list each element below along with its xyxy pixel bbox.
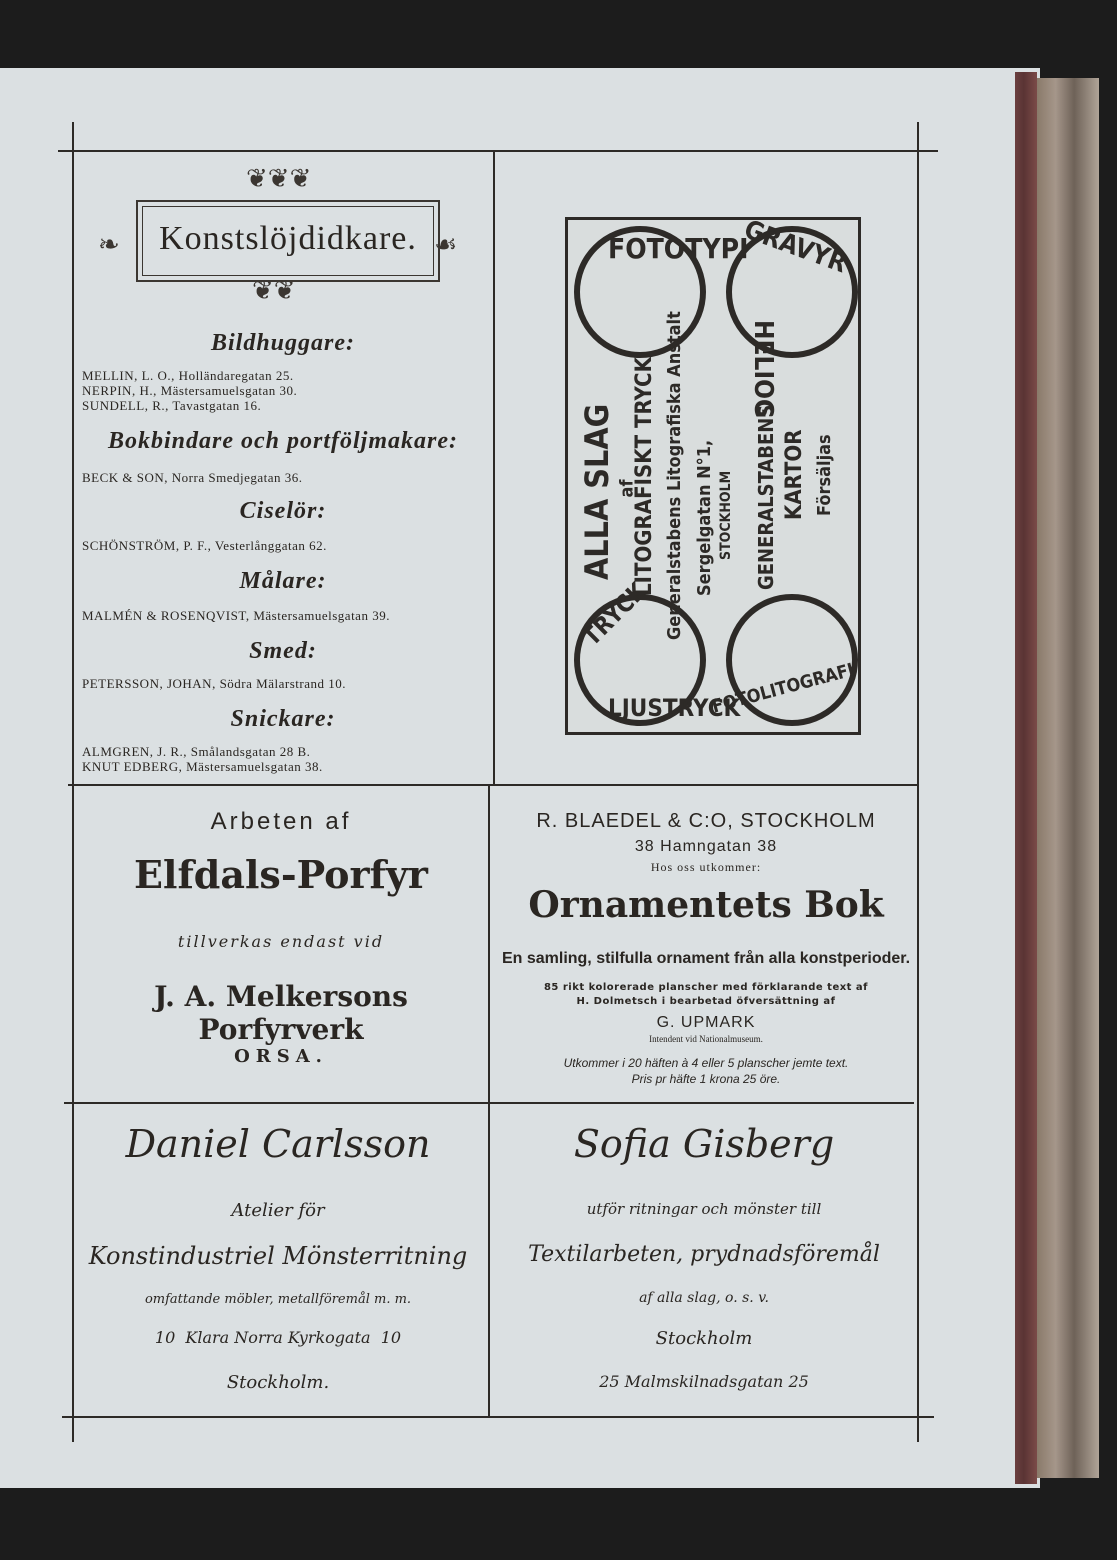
book-spine — [1015, 72, 1037, 1484]
entry: MALMÉN & ROSENQVIST, Mästersamuelsgatan 39. — [82, 608, 390, 623]
ad-line: Stockholm. — [226, 1372, 330, 1393]
ad-line: Atelier för — [231, 1200, 325, 1221]
grid-line — [68, 784, 918, 786]
pre-title: Hos oss utkommer: — [650, 860, 762, 874]
category-heading: Ciselör: — [239, 498, 327, 524]
crown-ornament: ❦❦❦ — [246, 164, 312, 193]
publisher-header: R. BLAEDEL & C:O, STOCKHOLM — [536, 810, 876, 832]
category-heading: Snickare: — [230, 706, 336, 732]
title-frame — [136, 200, 440, 282]
publisher-address: 38 Hamngatan 38 — [634, 838, 778, 855]
category-heading: Smed: — [249, 638, 317, 664]
book-title: Ornamentets Bok — [528, 884, 884, 926]
book-subtitle: En samling, stilfulla ornament från alla konstperioder. — [501, 950, 911, 967]
poster-text: HELIOG — [748, 320, 778, 419]
advertiser-name: Daniel Carlsson — [125, 1122, 431, 1166]
grid-line — [493, 150, 495, 784]
section-title: Konstslöjdidkare. — [159, 220, 417, 257]
poster-text: TRYCK — [577, 576, 652, 652]
grid-line — [58, 150, 938, 152]
poster-text: KARTOR — [782, 429, 807, 520]
category-heading: Målare: — [239, 568, 327, 594]
poster-text: FOTOTYPI — [608, 232, 749, 265]
poster-text: STOCKHOLM — [718, 470, 734, 560]
book-description: 85 rikt kolorerade planscher med förklarande text af — [543, 982, 869, 993]
entry: SCHÖNSTRÖM, P. F., Vesterlånggatan 62. — [82, 538, 327, 553]
poster-text: LJUSTRYCK — [608, 694, 741, 722]
grid-line — [62, 1416, 934, 1418]
publication-note: Utkommer i 20 häften à 4 eller 5 planscher jemte text. — [563, 1056, 849, 1070]
ad-line: Konstindustriel Mönsterritning — [88, 1242, 468, 1270]
poster-text: Försäljas — [814, 434, 835, 516]
entry: KNUT EDBERG, Mästersamuelsgatan 38. — [82, 759, 323, 774]
editor-note: Intendent vid Nationalmuseum. — [649, 1034, 763, 1044]
right-ornament: ☙ — [434, 230, 458, 259]
category-heading: Bokbindare och portföljmakare: — [107, 428, 458, 454]
entry: SUNDELL, R., Tavastgatan 16. — [82, 398, 262, 413]
category-heading: Bildhuggare: — [210, 330, 356, 356]
entry: NERPIN, H., Mästersamuelsgatan 30. — [82, 383, 298, 398]
gisberg-advert — [492, 1108, 916, 1414]
editor-name: G. UPMARK — [656, 1014, 756, 1031]
poster-text: GRAVYR — [740, 214, 851, 280]
advertiser-name: Sofia Gisberg — [573, 1122, 835, 1166]
grid-line — [64, 1102, 914, 1104]
entry: BECK & SON, Norra Smedjegatan 36. — [82, 470, 303, 485]
ad-line: Stockholm — [655, 1328, 753, 1349]
ad-line: af alla slag, o. s. v. — [639, 1290, 769, 1306]
ad-line: 10 Klara Norra Kyrkogata 10 — [154, 1328, 402, 1347]
ad-line: omfattande möbler, metallföremål m. m. — [144, 1292, 412, 1307]
left-ornament: ❧ — [98, 230, 120, 259]
carlsson-advert — [70, 1108, 486, 1414]
poster-text: GENERALSTABENS — [754, 404, 778, 590]
poster-text: af — [616, 479, 638, 498]
ad-line: utför ritningar och mönster till — [586, 1200, 822, 1218]
product-title: Elfdals-Porfyr — [134, 852, 428, 897]
konstslojd-panel — [76, 160, 490, 780]
elfdals-porfyr-advert — [76, 790, 486, 1100]
bottom-ornament: ❦❦ — [252, 276, 296, 305]
intro-text: Arbeten af — [210, 808, 352, 835]
ad-line: Textilarbeten, prydnadsföremål — [528, 1242, 880, 1267]
poster-text: Sergelgatan N°1, — [694, 439, 715, 596]
page-edges — [1037, 78, 1099, 1478]
blaedel-advert — [496, 790, 916, 1100]
poster-text: ALLA SLAG — [578, 403, 616, 580]
book-description: H. Dolmetsch i bearbetad öfversättning af — [576, 996, 836, 1007]
location: ORSA. — [234, 1046, 328, 1067]
poster-text: Generalstabens Litografiska Anstalt — [664, 311, 685, 640]
price-note: Pris pr häfte 1 krona 25 öre. — [631, 1072, 781, 1086]
ad-line: 25 Malmskilnadsgatan 25 — [599, 1372, 809, 1391]
tagline: tillverkas endast vid — [177, 932, 385, 951]
maker-name: J. A. Melkersons Porfyrverk — [154, 980, 408, 1046]
grid-line — [917, 122, 919, 1442]
entry: PETERSSON, JOHAN, Södra Mälarstrand 10. — [82, 676, 346, 691]
entry: ALMGREN, J. R., Smålandsgatan 28 B. — [82, 744, 311, 759]
litografiska-anstalt-advert — [565, 214, 861, 735]
poster-text: FOTOLITOGRAFI — [709, 659, 857, 718]
poster-text: LITOGRAFISKT TRYCK — [632, 357, 657, 596]
entry: MELLIN, L. O., Holländaregatan 25. — [82, 368, 294, 383]
